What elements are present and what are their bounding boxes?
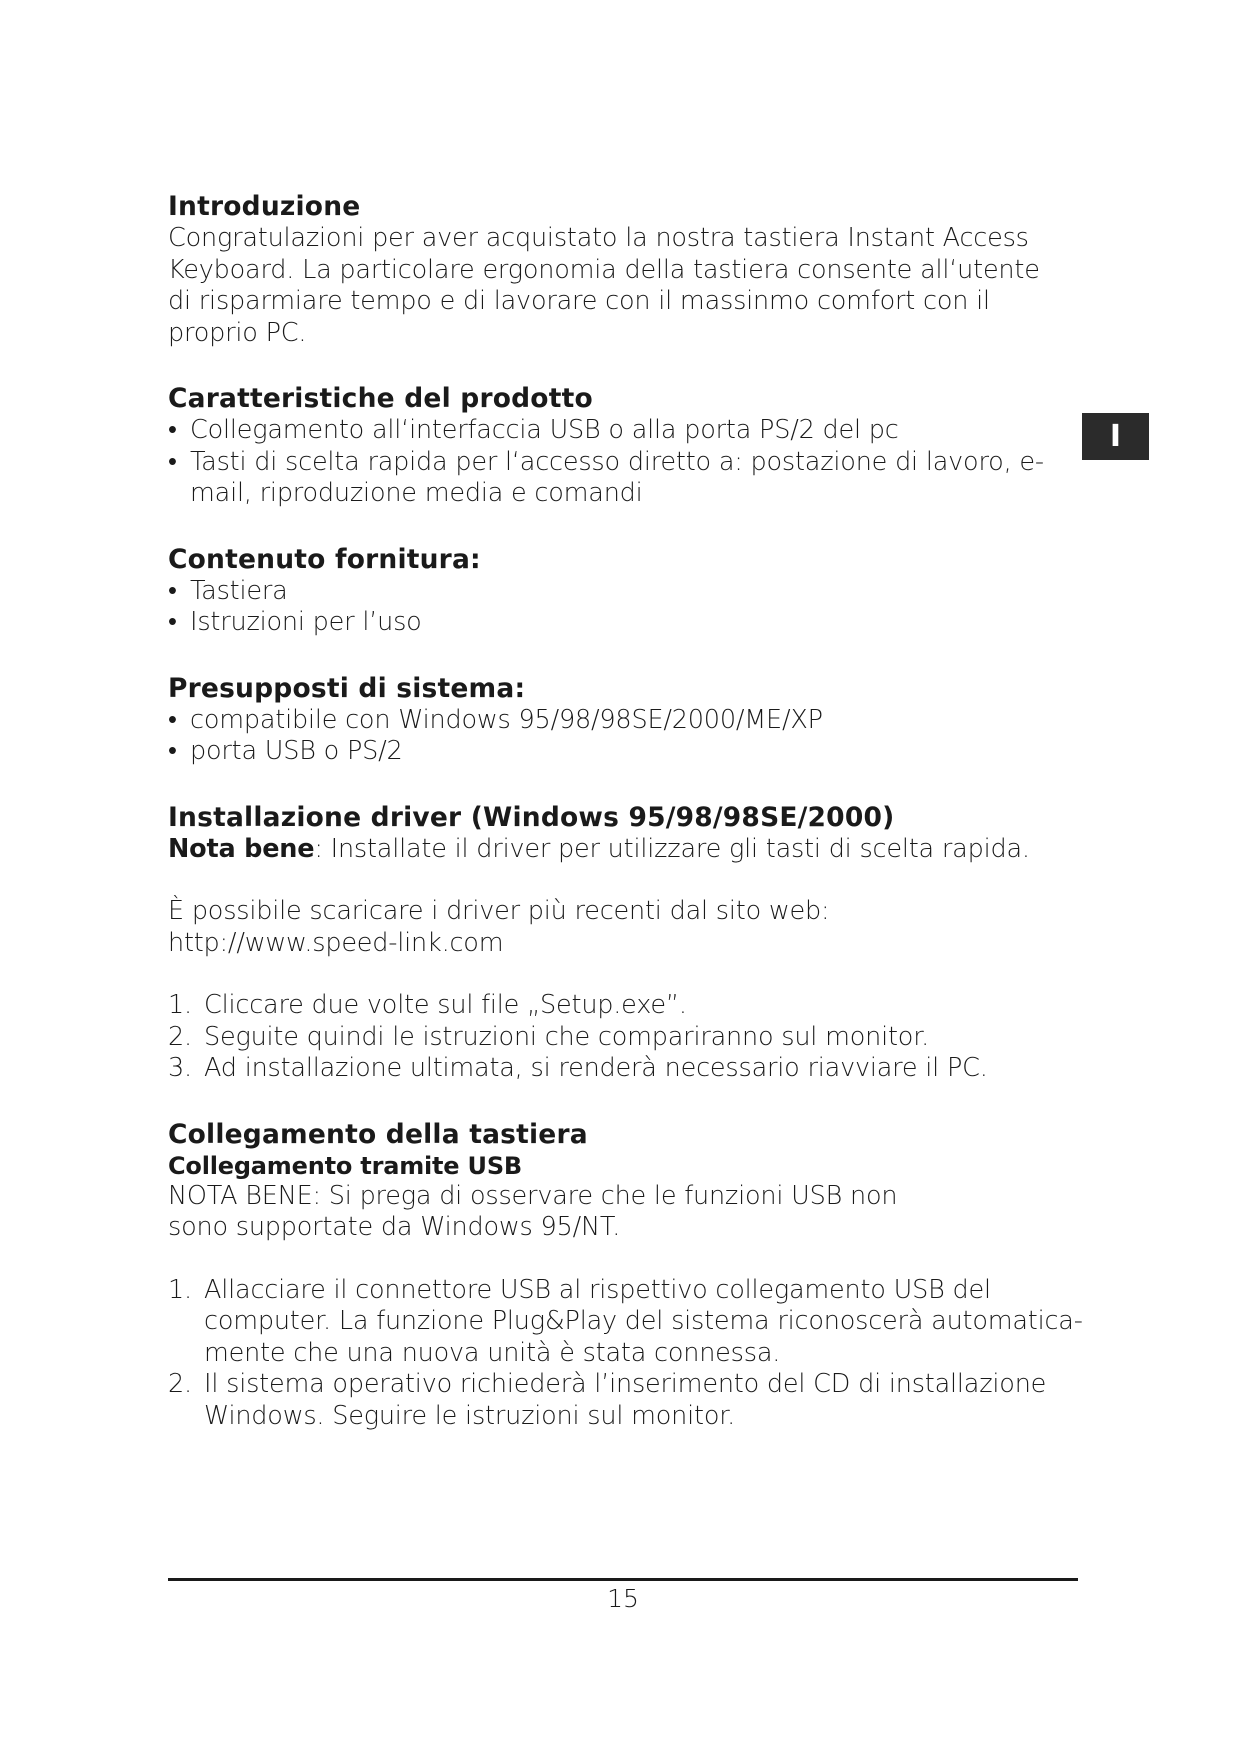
step-text: Seguite quindi le istruzioni che compariranno sul monitor. bbox=[204, 1021, 930, 1052]
step-number: 3. bbox=[168, 1053, 192, 1083]
list-item bbox=[168, 415, 1078, 447]
list-item bbox=[168, 736, 1078, 768]
download-url[interactable]: http://www.speed-link.com bbox=[168, 927, 504, 958]
download-text: È possibile scaricare i driver più recenti dal sito web: bbox=[168, 896, 830, 926]
contents-list bbox=[168, 576, 1078, 639]
bullet-icon: • bbox=[168, 415, 177, 445]
list-item bbox=[168, 576, 1078, 608]
driver-note-label: Nota bene bbox=[168, 833, 315, 864]
bullet-icon: • bbox=[168, 575, 177, 606]
list-item bbox=[168, 1022, 1078, 1054]
page-number: 15 bbox=[607, 1584, 639, 1613]
requirement-text: compatibile con Windows 95/98/98SE/2000/ME/XP bbox=[190, 704, 823, 735]
list-item bbox=[168, 1275, 1084, 1370]
list-item bbox=[168, 705, 1078, 737]
list-item bbox=[168, 607, 1078, 639]
features-section bbox=[168, 382, 1078, 510]
step-number: 1. bbox=[168, 990, 192, 1020]
driver-section bbox=[168, 801, 1078, 1085]
connection-note: NOTA BENE: Si prega di osservare che le funzioni USB non sono supportate da Windows 95/NT. bbox=[168, 1180, 898, 1242]
contents-section bbox=[168, 543, 1078, 639]
step-text: Il sistema operativo richiederà l’inserimento del CD di installazione Windows. Seguire le istruzioni sul monitor. bbox=[204, 1369, 1047, 1431]
driver-note bbox=[168, 834, 1078, 866]
step-text: Cliccare due volte sul file „Setup.exe”. bbox=[204, 990, 687, 1020]
bullet-icon: • bbox=[168, 607, 177, 637]
bullet-icon: • bbox=[168, 736, 177, 766]
intro-section bbox=[168, 190, 1078, 349]
footer-divider bbox=[168, 1578, 1078, 1581]
list-item bbox=[168, 447, 1050, 510]
step-number: 1. bbox=[168, 1274, 192, 1305]
contents-heading: Contenuto fornitura: bbox=[168, 543, 481, 575]
connection-steps bbox=[168, 1274, 1083, 1433]
features-list bbox=[168, 415, 1078, 510]
requirements-heading: Presupposti di sistema: bbox=[168, 672, 526, 704]
features-heading: Caratteristiche del prodotto bbox=[168, 383, 593, 414]
step-text: Allacciare il connettore USB al rispettivo collegamento USB del computer. La funzione Plug&Play del sistema riconoscerà automatica-mente che una nuova unità è stata connessa. bbox=[204, 1274, 1083, 1368]
list-item bbox=[168, 1369, 1064, 1432]
connection-subheading: Collegamento tramite USB bbox=[168, 1151, 523, 1180]
feature-text: Tasti di scelta rapida per l‘accesso diretto a: postazione di lavoro, e-mail, riproduzione media e comandi bbox=[190, 446, 1044, 508]
contents-text: Tastiera bbox=[190, 575, 288, 606]
contents-text: Istruzioni per l’uso bbox=[190, 607, 422, 637]
connection-section bbox=[168, 1118, 1083, 1433]
step-number: 2. bbox=[168, 1021, 192, 1052]
intro-heading: Introduzione bbox=[168, 191, 361, 222]
bullet-icon: • bbox=[168, 704, 177, 735]
step-text: Ad installazione ultimata, si renderà necessario riavviare il PC. bbox=[204, 1053, 988, 1083]
feature-text: Collegamento all‘interfaccia USB o alla porta PS/2 del pc bbox=[190, 415, 899, 445]
document-body bbox=[168, 190, 1083, 1432]
connection-heading: Collegamento della tastiera bbox=[168, 1118, 588, 1150]
intro-text: Congratulazioni per aver acquistato la nostra tastiera Instant Access Keyboard. La particolare ergonomia della tastiera consente all‘utente di risparmiare tempo e di lavorare con il massinmo comfort con il proprio PC. bbox=[168, 223, 1040, 348]
driver-steps bbox=[168, 990, 1078, 1085]
list-item bbox=[168, 990, 1078, 1022]
driver-note-text: : Installate il driver per utilizzare gli tasti di scelta rapida. bbox=[314, 833, 1030, 864]
language-tab: I bbox=[1082, 413, 1149, 460]
driver-heading: Installazione driver (Windows 95/98/98SE/2000) bbox=[168, 801, 895, 833]
list-item bbox=[168, 1053, 1078, 1085]
step-number: 2. bbox=[168, 1369, 192, 1399]
requirement-text: porta USB o PS/2 bbox=[190, 736, 403, 766]
bullet-icon: • bbox=[168, 446, 177, 477]
requirements-list bbox=[168, 705, 1078, 768]
requirements-section bbox=[168, 672, 1078, 768]
